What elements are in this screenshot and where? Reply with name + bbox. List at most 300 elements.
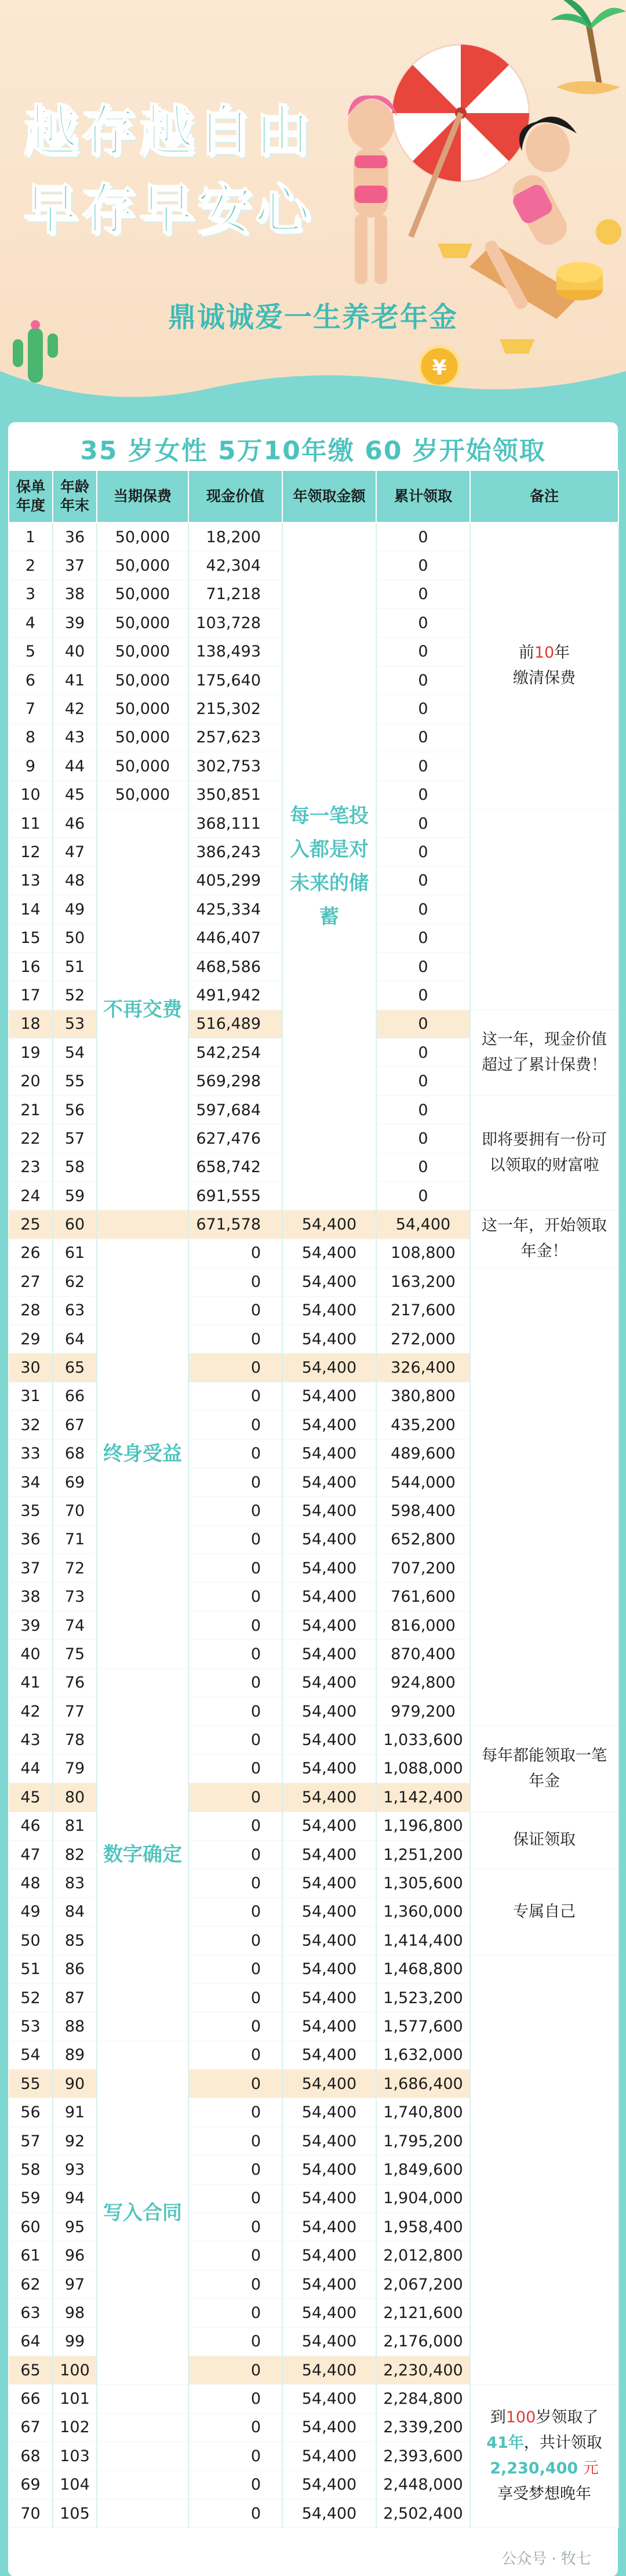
note-cell: 每年都能领取一笔年金	[470, 1726, 618, 1812]
vertical-label-lifetime: 终身受益	[97, 1239, 188, 1668]
cell-annual-payout: 54,400	[282, 2470, 376, 2499]
cell-cumulative: 1,849,600	[376, 2156, 470, 2184]
cell-cash-value: 0	[188, 2070, 282, 2098]
cell-policy-year: 4	[9, 609, 53, 637]
cell-cash-value: 0	[188, 2356, 282, 2385]
cell-annual-payout: 54,400	[282, 1382, 376, 1410]
cell-cash-value: 0	[188, 1897, 282, 1926]
cell-annual-payout: 54,400	[282, 1726, 376, 1754]
cell-premium: 50,000	[97, 609, 188, 637]
cell-policy-year: 15	[9, 924, 53, 952]
cell-cumulative: 0	[376, 666, 470, 694]
cell-age: 60	[53, 1210, 97, 1239]
cell-cash-value: 0	[188, 1640, 282, 1668]
cell-cumulative: 1,251,200	[376, 1840, 470, 1868]
cell-annual-payout: 54,400	[282, 1525, 376, 1554]
cell-premium: 50,000	[97, 637, 188, 666]
cell-policy-year: 18	[9, 1010, 53, 1038]
cell-cumulative: 0	[376, 895, 470, 924]
cell-age: 101	[53, 2385, 97, 2413]
cell-cash-value: 215,302	[188, 695, 282, 723]
cell-cumulative: 0	[376, 1010, 470, 1038]
cell-cumulative: 0	[376, 1039, 470, 1067]
note-cell	[470, 1955, 618, 2385]
cell-age: 74	[53, 1611, 97, 1639]
cell-annual-payout: 54,400	[282, 1955, 376, 1983]
cell-cumulative: 435,200	[376, 1411, 470, 1439]
cell-cumulative: 2,448,000	[376, 2470, 470, 2499]
cell-cumulative: 0	[376, 752, 470, 781]
cell-age: 54	[53, 1039, 97, 1067]
cell-cash-value: 468,586	[188, 952, 282, 981]
cell-cash-value: 0	[188, 1926, 282, 1955]
cell-premium: 50,000	[97, 695, 188, 723]
col-header-notes: 备注	[470, 470, 618, 523]
table-row	[9, 523, 618, 552]
cell-age: 80	[53, 1783, 97, 1812]
cell-cash-value: 627,476	[188, 1124, 282, 1153]
cell-annual-payout: 54,400	[282, 1611, 376, 1639]
cell-annual-payout: 54,400	[282, 1783, 376, 1812]
cell-cash-value: 368,111	[188, 809, 282, 837]
cell-premium: 50,000	[97, 523, 188, 552]
cell-cash-value: 0	[188, 1840, 282, 1868]
cell-annual-payout: 54,400	[282, 1497, 376, 1525]
cell-cash-value: 0	[188, 2041, 282, 2069]
cell-cash-value: 386,243	[188, 838, 282, 866]
cell-age: 49	[53, 895, 97, 924]
cell-cumulative: 1,523,200	[376, 1983, 470, 2012]
cell-cash-value: 257,623	[188, 723, 282, 752]
cell-cash-value: 0	[188, 2442, 282, 2470]
cell-annual-payout: 54,400	[282, 1210, 376, 1239]
cell-policy-year: 20	[9, 1067, 53, 1095]
cell-age: 59	[53, 1181, 97, 1210]
cell-policy-year: 38	[9, 1583, 53, 1611]
cell-cumulative: 489,600	[376, 1439, 470, 1468]
cell-policy-year: 56	[9, 2098, 53, 2127]
cell-cumulative: 0	[376, 580, 470, 608]
cell-cash-value: 405,299	[188, 866, 282, 895]
cell-age: 37	[53, 552, 97, 580]
cell-age: 94	[53, 2184, 97, 2212]
cell-policy-year: 67	[9, 2413, 53, 2441]
cell-policy-year: 33	[9, 1439, 53, 1468]
cell-policy-year: 68	[9, 2442, 53, 2470]
cell-cumulative: 979,200	[376, 1697, 470, 1726]
cell-policy-year: 37	[9, 1554, 53, 1583]
cell-cash-value: 0	[188, 1268, 282, 1296]
cell-age: 42	[53, 695, 97, 723]
cell-cash-value: 0	[188, 2499, 282, 2527]
cell-cash-value: 0	[188, 1325, 282, 1353]
cell-age: 56	[53, 1095, 97, 1124]
cell-cumulative: 0	[376, 523, 470, 552]
cell-age: 65	[53, 1354, 97, 1382]
cell-cumulative: 54,400	[376, 1210, 470, 1239]
cell-policy-year: 40	[9, 1640, 53, 1668]
cell-cash-value: 516,489	[188, 1010, 282, 1038]
cell-age: 36	[53, 523, 97, 552]
cell-policy-year: 57	[9, 2127, 53, 2155]
cell-cumulative: 2,502,400	[376, 2499, 470, 2527]
cell-cash-value: 671,578	[188, 1210, 282, 1239]
cell-cash-value: 350,851	[188, 781, 282, 809]
cell-age: 52	[53, 981, 97, 1010]
cell-cumulative: 1,305,600	[376, 1869, 470, 1897]
cell-age: 48	[53, 866, 97, 895]
cell-age: 64	[53, 1325, 97, 1353]
cell-age: 58	[53, 1153, 97, 1181]
cell-policy-year: 10	[9, 781, 53, 809]
cell-policy-year: 5	[9, 637, 53, 666]
cell-cumulative: 2,393,600	[376, 2442, 470, 2470]
col-header-age: 年龄年末	[53, 470, 97, 523]
cell-policy-year: 39	[9, 1611, 53, 1639]
hero-title-line1: 越存越自由	[23, 100, 314, 163]
cell-cumulative: 0	[376, 1153, 470, 1181]
cell-age: 104	[53, 2470, 97, 2499]
cell-cumulative: 924,800	[376, 1668, 470, 1697]
note-text: 年	[554, 644, 570, 662]
note-number: 10	[534, 644, 555, 662]
cell-annual-payout: 54,400	[282, 2184, 376, 2212]
cell-cumulative: 870,400	[376, 1640, 470, 1668]
cell-policy-year: 49	[9, 1897, 53, 1926]
cell-policy-year: 11	[9, 809, 53, 837]
vertical-label-contract: 写入合同	[97, 2041, 188, 2385]
note-cell: 专属自己	[470, 1869, 618, 1955]
cell-age: 86	[53, 1955, 97, 1983]
cell-policy-year: 46	[9, 1812, 53, 1840]
vertical-label-certain: 数字确定	[97, 1668, 188, 2041]
cell-cash-value: 0	[188, 2213, 282, 2241]
cell-age: 98	[53, 2299, 97, 2327]
cell-premium	[97, 2470, 188, 2499]
cell-policy-year: 12	[9, 838, 53, 866]
note-summary-age: 100	[505, 2408, 536, 2427]
cell-age: 75	[53, 1640, 97, 1668]
cell-age: 62	[53, 1268, 97, 1296]
cell-policy-year: 19	[9, 1039, 53, 1067]
cell-cumulative: 2,339,200	[376, 2413, 470, 2441]
cell-cash-value: 0	[188, 2127, 282, 2155]
cell-premium: 50,000	[97, 666, 188, 694]
cell-policy-year: 58	[9, 2156, 53, 2184]
cell-cumulative: 0	[376, 552, 470, 580]
cell-policy-year: 14	[9, 895, 53, 924]
cell-age: 68	[53, 1439, 97, 1468]
cell-premium: 50,000	[97, 552, 188, 580]
cell-policy-year: 28	[9, 1296, 53, 1325]
cell-policy-year: 2	[9, 552, 53, 580]
note-summary-amount: 2,230,400	[490, 2459, 578, 2478]
cell-cash-value: 0	[188, 1439, 282, 1468]
table-row	[9, 1210, 618, 1239]
cell-annual-payout: 54,400	[282, 1926, 376, 1955]
cell-cumulative: 652,800	[376, 1525, 470, 1554]
cell-annual-payout: 54,400	[282, 2012, 376, 2041]
cell-policy-year: 35	[9, 1497, 53, 1525]
footer-watermark: 公众号 · 牧七	[501, 2550, 591, 2568]
cell-age: 89	[53, 2041, 97, 2069]
cell-age: 44	[53, 752, 97, 781]
cell-cumulative: 1,577,600	[376, 2012, 470, 2041]
col-header-premium: 当期保费	[97, 470, 188, 523]
table-body	[9, 523, 618, 2528]
cell-cumulative: 0	[376, 924, 470, 952]
cell-policy-year: 22	[9, 1124, 53, 1153]
cell-policy-year: 63	[9, 2299, 53, 2327]
cell-annual-payout: 54,400	[282, 1812, 376, 1840]
note-summary-years: 41年	[486, 2434, 524, 2452]
cell-cumulative: 0	[376, 1124, 470, 1153]
note-summary-text: 到	[490, 2408, 506, 2427]
cell-cumulative: 1,033,600	[376, 1726, 470, 1754]
cell-cumulative: 0	[376, 981, 470, 1010]
cell-cash-value: 0	[188, 1525, 282, 1554]
cell-cumulative: 1,958,400	[376, 2213, 470, 2241]
cell-cumulative: 1,468,800	[376, 1955, 470, 1983]
cell-cash-value: 0	[188, 1583, 282, 1611]
note-cell: 这一年，开始领取年金！	[470, 1210, 618, 1268]
cell-cash-value: 0	[188, 1411, 282, 1439]
cell-cumulative: 0	[376, 866, 470, 895]
cell-cash-value: 0	[188, 1869, 282, 1897]
cell-cumulative: 0	[376, 952, 470, 981]
cell-policy-year: 51	[9, 1955, 53, 1983]
cell-annual-payout: 54,400	[282, 1583, 376, 1611]
cell-premium: 50,000	[97, 752, 188, 781]
vertical-label-investment: 每一笔投入都是对未来的储蓄	[282, 523, 376, 1210]
cell-annual-payout: 54,400	[282, 2156, 376, 2184]
cell-cash-value: 0	[188, 2413, 282, 2441]
cell-age: 63	[53, 1296, 97, 1325]
cell-age: 79	[53, 1754, 97, 1783]
cell-policy-year: 29	[9, 1325, 53, 1353]
cell-policy-year: 59	[9, 2184, 53, 2212]
cell-cumulative: 816,000	[376, 1611, 470, 1639]
cell-cash-value: 0	[188, 1382, 282, 1410]
cell-policy-year: 53	[9, 2012, 53, 2041]
cell-policy-year: 24	[9, 1181, 53, 1210]
note-cell	[470, 1268, 618, 1726]
cell-premium	[97, 2413, 188, 2441]
cell-annual-payout: 54,400	[282, 1439, 376, 1468]
col-header-cumulative: 累计领取	[376, 470, 470, 523]
cell-cumulative: 0	[376, 637, 470, 666]
col-header-annual-payout: 年领取金额	[282, 470, 376, 523]
cell-cash-value: 0	[188, 2470, 282, 2499]
cell-annual-payout: 54,400	[282, 1354, 376, 1382]
cell-cumulative: 1,795,200	[376, 2127, 470, 2155]
cell-policy-year: 34	[9, 1468, 53, 1496]
cell-cash-value: 0	[188, 1726, 282, 1754]
cell-annual-payout: 54,400	[282, 1668, 376, 1697]
cell-age: 41	[53, 666, 97, 694]
cell-annual-payout: 54,400	[282, 2213, 376, 2241]
note-summary-text: 享受梦想晚年	[497, 2485, 591, 2504]
cell-cumulative: 707,200	[376, 1554, 470, 1583]
cell-annual-payout: 54,400	[282, 1869, 376, 1897]
cell-age: 53	[53, 1010, 97, 1038]
cell-age: 70	[53, 1497, 97, 1525]
hero-title-line2: 早存早安心	[23, 178, 314, 241]
cell-cumulative: 1,632,000	[376, 2041, 470, 2069]
note-summary-unit: 元	[578, 2459, 599, 2478]
cell-cumulative: 544,000	[376, 1468, 470, 1496]
cell-cumulative: 1,740,800	[376, 2098, 470, 2127]
cell-age: 92	[53, 2127, 97, 2155]
cell-cumulative: 0	[376, 695, 470, 723]
cell-age: 85	[53, 1926, 97, 1955]
cell-cash-value: 0	[188, 1697, 282, 1726]
cell-policy-year: 45	[9, 1783, 53, 1812]
cell-policy-year: 61	[9, 2241, 53, 2270]
cell-age: 69	[53, 1468, 97, 1496]
cell-age: 95	[53, 2213, 97, 2241]
cell-policy-year: 62	[9, 2270, 53, 2298]
cell-age: 45	[53, 781, 97, 809]
cell-cumulative: 1,414,400	[376, 1926, 470, 1955]
cell-annual-payout: 54,400	[282, 1554, 376, 1583]
cell-policy-year: 42	[9, 1697, 53, 1726]
cell-cumulative: 163,200	[376, 1268, 470, 1296]
cell-annual-payout: 54,400	[282, 2442, 376, 2470]
cell-policy-year: 65	[9, 2356, 53, 2385]
cell-age: 87	[53, 1983, 97, 2012]
cell-age: 77	[53, 1697, 97, 1726]
cell-annual-payout: 54,400	[282, 1897, 376, 1926]
cell-annual-payout: 54,400	[282, 1840, 376, 1868]
cell-cash-value: 0	[188, 1983, 282, 2012]
cell-age: 102	[53, 2413, 97, 2441]
cell-cash-value: 0	[188, 1754, 282, 1783]
cell-cash-value: 18,200	[188, 523, 282, 552]
cell-cumulative: 0	[376, 609, 470, 637]
cell-age: 51	[53, 952, 97, 981]
cell-cash-value: 425,334	[188, 895, 282, 924]
cell-cash-value: 0	[188, 1554, 282, 1583]
note-cell: 即将要拥有一份可以领取的财富啦	[470, 1095, 618, 1210]
cell-annual-payout: 54,400	[282, 2098, 376, 2127]
cell-annual-payout: 54,400	[282, 1411, 376, 1439]
cell-cumulative: 0	[376, 1095, 470, 1124]
cell-policy-year: 9	[9, 752, 53, 781]
cell-cumulative: 217,600	[376, 1296, 470, 1325]
cell-annual-payout: 54,400	[282, 2127, 376, 2155]
cell-policy-year: 44	[9, 1754, 53, 1783]
cell-cumulative: 326,400	[376, 1354, 470, 1382]
table-row	[9, 2385, 618, 2413]
cell-cash-value: 0	[188, 2385, 282, 2413]
product-name: 鼎诚诚爱一生养老年金	[168, 301, 458, 333]
cell-age: 105	[53, 2499, 97, 2527]
benefit-table	[8, 470, 618, 2528]
cell-cash-value: 658,742	[188, 1153, 282, 1181]
cell-age: 90	[53, 2070, 97, 2098]
note-text: 缴清保费	[513, 669, 576, 688]
cell-cumulative: 1,686,400	[376, 2070, 470, 2098]
cell-cash-value: 0	[188, 1497, 282, 1525]
cell-annual-payout: 54,400	[282, 2041, 376, 2069]
cell-annual-payout: 54,400	[282, 2241, 376, 2270]
cell-cumulative: 1,196,800	[376, 1812, 470, 1840]
cell-cumulative: 2,067,200	[376, 2270, 470, 2298]
cell-cumulative: 2,012,800	[376, 2241, 470, 2270]
plan-summary: 35 岁女性 5万10年缴 60 岁开始领取	[80, 436, 546, 466]
cell-policy-year: 26	[9, 1239, 53, 1267]
cell-policy-year: 31	[9, 1382, 53, 1410]
col-header-policy-year: 保单年度	[9, 470, 53, 523]
cell-premium: 50,000	[97, 580, 188, 608]
cell-policy-year: 43	[9, 1726, 53, 1754]
cell-cumulative: 1,904,000	[376, 2184, 470, 2212]
cell-age: 82	[53, 1840, 97, 1868]
cell-cash-value: 446,407	[188, 924, 282, 952]
cell-cumulative: 272,000	[376, 1325, 470, 1353]
cell-policy-year: 7	[9, 695, 53, 723]
cell-age: 38	[53, 580, 97, 608]
beach-umbrella-icon	[392, 45, 529, 238]
cell-cash-value: 138,493	[188, 637, 282, 666]
cell-age: 39	[53, 609, 97, 637]
cell-cash-value: 0	[188, 1296, 282, 1325]
cell-cumulative: 380,800	[376, 1382, 470, 1410]
cell-cumulative: 108,800	[376, 1239, 470, 1267]
cell-policy-year: 23	[9, 1153, 53, 1181]
cell-cumulative: 2,176,000	[376, 2327, 470, 2356]
cell-policy-year: 3	[9, 580, 53, 608]
cell-annual-payout: 54,400	[282, 2070, 376, 2098]
note-cell	[470, 523, 618, 809]
cell-cash-value: 0	[188, 2184, 282, 2212]
cell-policy-year: 52	[9, 1983, 53, 2012]
cell-policy-year: 60	[9, 2213, 53, 2241]
cell-cash-value: 175,640	[188, 666, 282, 694]
note-summary-text: 岁领取了	[536, 2408, 599, 2427]
cell-annual-payout: 54,400	[282, 1983, 376, 2012]
cell-policy-year: 50	[9, 1926, 53, 1955]
cell-cumulative: 598,400	[376, 1497, 470, 1525]
cell-cash-value: 302,753	[188, 752, 282, 781]
cell-cumulative: 0	[376, 1181, 470, 1210]
cell-policy-year: 47	[9, 1840, 53, 1868]
table-header-row	[9, 470, 618, 523]
cell-age: 55	[53, 1067, 97, 1095]
cell-cash-value: 0	[188, 1783, 282, 1812]
cell-cumulative: 0	[376, 1067, 470, 1095]
cell-policy-year: 66	[9, 2385, 53, 2413]
cell-cumulative: 0	[376, 838, 470, 866]
cell-cumulative: 1,360,000	[376, 1897, 470, 1926]
cell-policy-year: 13	[9, 866, 53, 895]
cell-policy-year: 70	[9, 2499, 53, 2527]
cell-policy-year: 30	[9, 1354, 53, 1382]
cell-annual-payout: 54,400	[282, 2413, 376, 2441]
cell-age: 96	[53, 2241, 97, 2270]
cell-policy-year: 55	[9, 2070, 53, 2098]
cell-cumulative: 0	[376, 781, 470, 809]
note-cell	[470, 2385, 618, 2528]
cell-policy-year: 21	[9, 1095, 53, 1124]
cell-cash-value: 0	[188, 1239, 282, 1267]
cell-age: 72	[53, 1554, 97, 1583]
cell-policy-year: 41	[9, 1668, 53, 1697]
cell-age: 71	[53, 1525, 97, 1554]
cell-policy-year: 1	[9, 523, 53, 552]
cell-age: 83	[53, 1869, 97, 1897]
